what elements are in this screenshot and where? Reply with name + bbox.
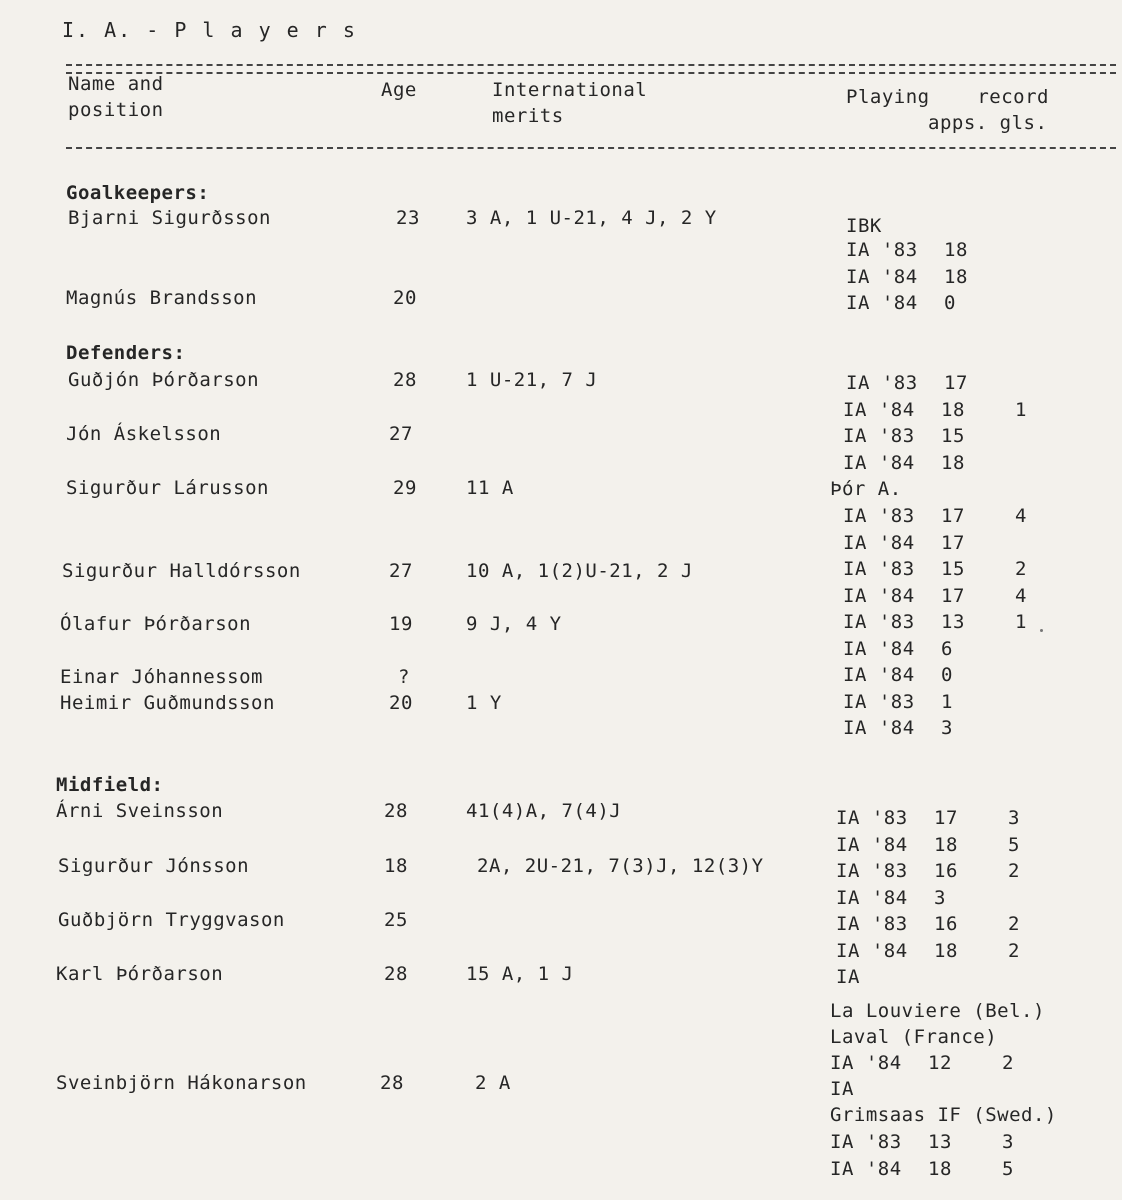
record-goals: 5	[1002, 1158, 1014, 1180]
record-club: IA '84	[843, 664, 915, 686]
player-merits: 11 A	[466, 477, 514, 499]
player-age: 29	[393, 477, 417, 499]
player-name: Árni Sveinsson	[56, 800, 224, 822]
player-age: 18	[384, 855, 408, 877]
record-club: IA '83	[846, 239, 918, 261]
player-name: Sveinbjörn Hákonarson	[56, 1072, 307, 1094]
section-defenders: Defenders:	[66, 342, 186, 364]
player-name: Ólafur Þórðarson	[60, 613, 252, 635]
record-club: IA '84	[836, 940, 908, 962]
record-goals: 1	[1015, 611, 1027, 633]
record-club: IA '83	[843, 425, 915, 447]
player-name: Sigurður Jónsson	[58, 855, 250, 877]
header-merits-line2: merits	[492, 105, 564, 127]
record-club: La Louviere (Bel.)	[830, 1000, 1045, 1022]
record-apps: 15	[941, 558, 965, 580]
record-club: IA '83	[843, 611, 915, 633]
record-apps: 17	[934, 807, 958, 829]
player-merits: 10 A, 1(2)U-21, 2 J	[466, 560, 693, 582]
player-merits: 1 U-21, 7 J	[466, 369, 598, 391]
record-goals: 2	[1008, 940, 1020, 962]
player-age: 20	[389, 692, 413, 714]
record-club: Laval (France)	[830, 1026, 998, 1048]
player-name: Bjarni Sigurðsson	[68, 207, 271, 229]
record-apps: 17	[941, 585, 965, 607]
record-apps: 17	[941, 532, 965, 554]
player-age: 27	[389, 560, 413, 582]
record-club: IA '84	[843, 399, 915, 421]
record-apps: 12	[928, 1052, 952, 1074]
record-apps: 3	[941, 717, 953, 739]
record-apps: 17	[944, 372, 968, 394]
record-apps: 18	[941, 452, 965, 474]
record-club: IA '84	[843, 717, 915, 739]
player-merits: 1 Y	[466, 692, 502, 714]
record-apps: 16	[934, 913, 958, 935]
player-merits: 15 A, 1 J	[466, 963, 574, 985]
record-apps: 18	[944, 266, 968, 288]
header-record-line2: apps. gls.	[928, 112, 1048, 134]
record-club: IA '83	[836, 860, 908, 882]
player-age: 19	[389, 613, 413, 635]
record-apps: 3	[934, 887, 946, 909]
player-merits: 9 J, 4 Y	[466, 613, 562, 635]
record-club: Þór A.	[830, 478, 902, 500]
speck-mark	[1040, 629, 1043, 632]
player-name: Sigurður Halldórsson	[62, 560, 301, 582]
single-rule	[66, 147, 1116, 149]
record-apps: 15	[941, 425, 965, 447]
player-name: Heimir Guðmundsson	[60, 692, 275, 714]
player-age: 28	[384, 963, 408, 985]
section-midfield: Midfield:	[56, 774, 164, 796]
record-goals: 3	[1008, 807, 1020, 829]
header-merits-line1: International	[492, 79, 648, 101]
record-club: IA '84	[843, 638, 915, 660]
record-apps: 17	[941, 505, 965, 527]
record-club: IBK	[846, 215, 882, 237]
record-club: IA '84	[836, 834, 908, 856]
record-apps: 18	[934, 940, 958, 962]
player-age: 28	[393, 369, 417, 391]
player-name: Sigurður Lárusson	[66, 477, 269, 499]
record-goals: 5	[1008, 834, 1020, 856]
record-club: IA '84	[830, 1052, 902, 1074]
record-club: IA '84	[843, 532, 915, 554]
section-goalkeepers: Goalkeepers:	[66, 182, 210, 204]
record-club: IA '83	[843, 505, 915, 527]
record-club: IA	[836, 966, 860, 988]
player-merits: 3 A, 1 U-21, 4 J, 2 Y	[466, 207, 717, 229]
player-name: Guðjón Þórðarson	[68, 369, 260, 391]
record-club: Grimsaas IF (Swed.)	[830, 1104, 1057, 1126]
record-club: IA '84	[830, 1158, 902, 1180]
record-goals: 4	[1015, 505, 1027, 527]
player-name: Guðbjörn Tryggvason	[58, 909, 285, 931]
record-apps: 0	[941, 664, 953, 686]
header-name-line2: position	[68, 99, 164, 121]
record-goals: 2	[1015, 558, 1027, 580]
record-club: IA '84	[843, 585, 915, 607]
record-club: IA	[830, 1078, 854, 1100]
player-merits: 2 A	[475, 1072, 511, 1094]
player-merits: 41(4)A, 7(4)J	[466, 800, 622, 822]
record-apps: 18	[944, 239, 968, 261]
player-age: 28	[380, 1072, 404, 1094]
record-apps: 18	[934, 834, 958, 856]
header-record-line1: Playing record	[846, 86, 1049, 108]
record-club: IA '83	[830, 1131, 902, 1153]
record-club: IA '83	[843, 558, 915, 580]
header-name-line1: Name and	[68, 73, 164, 95]
player-age: 25	[384, 909, 408, 931]
player-name: Einar Jóhannessom	[60, 666, 263, 688]
record-apps: 1	[941, 691, 953, 713]
player-name: Magnús Brandsson	[66, 287, 258, 309]
record-apps: 6	[941, 638, 953, 660]
record-club: IA '83	[836, 913, 908, 935]
record-goals: 2	[1002, 1052, 1014, 1074]
header-age: Age	[381, 79, 417, 101]
record-club: IA '83	[836, 807, 908, 829]
record-club: IA '84	[846, 292, 918, 314]
record-goals: 2	[1008, 860, 1020, 882]
player-merits: 2A, 2U-21, 7(3)J, 12(3)Y	[477, 855, 764, 877]
double-rule	[66, 64, 1116, 74]
record-club: IA '83	[846, 372, 918, 394]
player-age: 20	[393, 287, 417, 309]
player-name: Karl Þórðarson	[56, 963, 224, 985]
record-club: IA '84	[846, 266, 918, 288]
page-title: I. A. - P l a y e r s	[62, 18, 357, 42]
record-goals: 2	[1008, 913, 1020, 935]
record-club: IA '83	[843, 691, 915, 713]
player-age: 28	[384, 800, 408, 822]
record-goals: 1	[1015, 399, 1027, 421]
record-apps: 13	[928, 1131, 952, 1153]
player-age: ?	[398, 666, 410, 688]
record-club: IA '84	[843, 452, 915, 474]
record-apps: 13	[941, 611, 965, 633]
record-apps: 0	[944, 292, 956, 314]
record-apps: 16	[934, 860, 958, 882]
record-apps: 18	[928, 1158, 952, 1180]
record-goals: 4	[1015, 585, 1027, 607]
player-age: 23	[396, 207, 420, 229]
player-name: Jón Áskelsson	[66, 423, 222, 445]
record-goals: 3	[1002, 1131, 1014, 1153]
record-club: IA '84	[836, 887, 908, 909]
player-age: 27	[389, 423, 413, 445]
record-apps: 18	[941, 399, 965, 421]
